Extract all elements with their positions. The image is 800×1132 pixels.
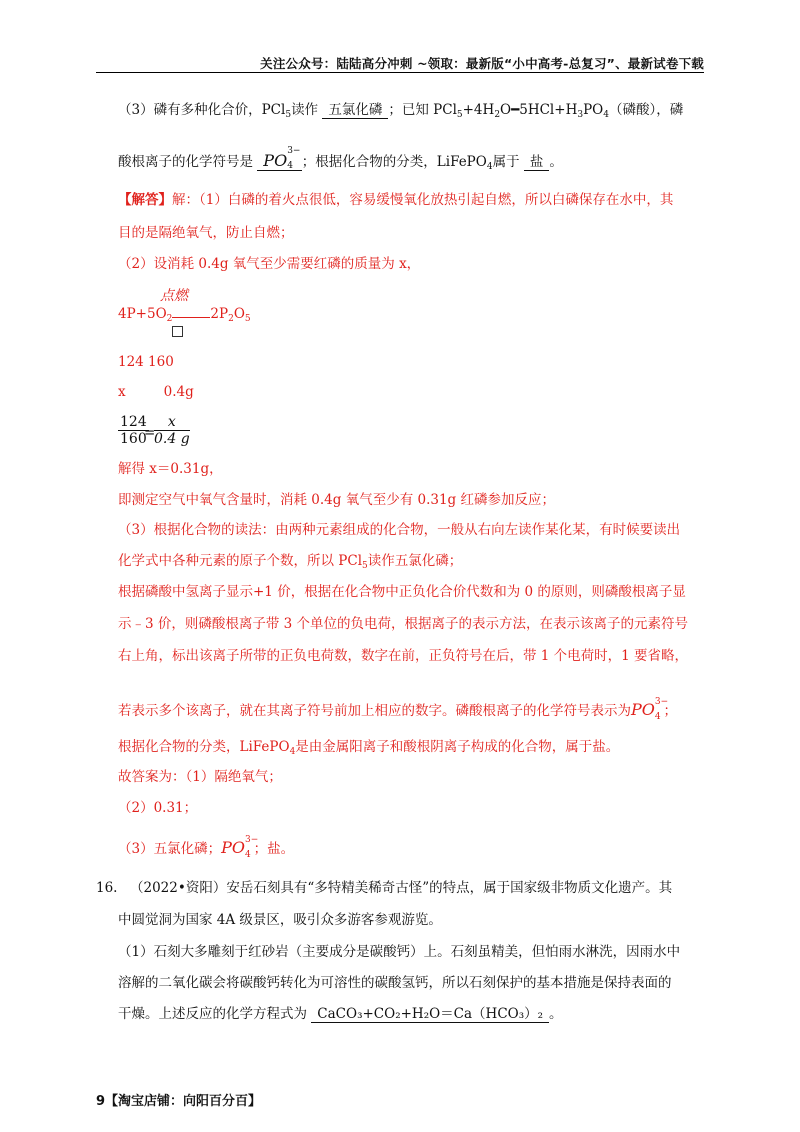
answer-p2: （2）设消耗 0.4g 氧气至少需要红磷的质量为 x，: [118, 256, 421, 272]
mass-ratio-line2: x 0.4g: [118, 384, 194, 400]
answer-p3a: （3）根据化合物的读法：由两种元素组成的化合物，一般从右向左读作某化某，有时候要读出: [118, 522, 681, 538]
header-rule: [96, 72, 704, 73]
ratio-fraction-right: $\frac{x}{0.4 g}$: [154, 414, 190, 447]
page-header: 关注公众号：陆陆高分冲刺 ~领取：最新版“小中高考-总复习”、最新试卷下载: [260, 56, 704, 71]
phosphate-ion: PO 3− 4: [631, 697, 669, 722]
equation-checkbox-icon: [172, 322, 183, 341]
page-footer: 9【淘宝店铺：向阳百分百】: [96, 1094, 262, 1109]
answer-conclusion: 即测定空气中氧气含量时，消耗 0.4g 氧气至少有 0.31g 红磷参加反应；: [118, 492, 555, 508]
phosphate-ion: PO 3− 4: [263, 146, 301, 171]
reaction-equation: $4P+5O_2$ $2P_2O_5$: [118, 306, 251, 324]
q16-answer-blank: CaCO₃+CO₂+H₂O＝Ca（HCO₃）₂: [311, 1006, 549, 1023]
final-answer-3: （3）五氯化磷；PO 3− 4 ；盐。: [118, 835, 295, 860]
q3-answer-blank-1: 五氯化磷: [322, 102, 388, 119]
q16-line5: 干燥。上述反应的化学方程式为 CaCO₃+CO₂+H₂O＝Ca（HCO₃）₂ 。: [118, 1006, 563, 1022]
ratio-equals: =: [144, 425, 156, 441]
answer-p3d: 示﹣3 价，则磷酸根离子带 3 个单位的负电荷，根据离子的表示方法，在表示该离子的元素符号: [118, 616, 689, 632]
final-answer-2: （2）0.31；: [118, 800, 198, 816]
q16-number: 16.: [96, 880, 118, 896]
ratio-fraction-left: $\frac{124}{160}$: [120, 414, 147, 447]
phosphate-ion: PO 3− 4: [221, 835, 259, 860]
reaction-condition: 点燃: [160, 288, 188, 304]
q16-line4: 溶解的二氧化碳会将碳酸钙转化为可溶性的碳酸氢钙，所以石刻保护的基本措施是保持表面的: [118, 975, 672, 991]
answer-p1b: 目的是隔绝氧气，防止自燃；: [118, 225, 294, 241]
answer-p1: 【解答】解：（1）白磷的着火点很低，容易缓慢氧化放热引起自燃，所以白磷保存在水中，其: [118, 192, 674, 208]
final-answer-1: 故答案为：（1）隔绝氧气；: [118, 769, 282, 785]
q3-line2: 酸根离子的化学符号是 PO 3− 4 ；根据化合物的分类，LiFePO$_4$属于 盐 。: [118, 146, 563, 172]
q3-line1: （3）磷有多种化合价，PCl$_5$读作 五氯化磷 ；已知 $PCl_5+4H_2O━5HCl+H_3PO_4$（磷酸），磷: [118, 102, 684, 120]
q16-line3: （1）石刻大多雕刻于红砂岩（主要成分是碳酸钙）上。石刻虽精美，但怕雨水淋洗，因雨水中: [118, 944, 681, 960]
answer-p3e: 右上角，标出该离子所带的正负电荷数，数字在前，正负符号在后，带 1 个电荷时，1 要省略，: [118, 648, 689, 664]
answer-p3b: 化学式中各种元素的原子个数，所以 PCl$_5$读作五氯化磷；: [118, 553, 463, 571]
answer-p3c: 根据磷酸中氢离子显示+1 价，根据在化合物中正负化合价代数和为 0 的原则，则磷酸根离子显: [118, 584, 686, 600]
q3-answer-blank-3: 盐: [524, 154, 550, 171]
q3-answer-blank-2: [257, 146, 301, 171]
mass-ratio-line1: 124 160: [118, 354, 174, 370]
answer-solve: 解得 x＝0.31g，: [118, 461, 223, 477]
answer-p3g: 根据化合物的分类，LiFePO$_4$是由金属阳离子和酸根阴离子构成的化合物，属于盐。: [118, 739, 620, 757]
q16-line1: （2022•资阳）安岳石刻具有“多特精美稀奇古怪”的特点，属于国家级非物质文化遗产。其: [130, 880, 673, 896]
answer-p3f: 若表示多个该离子，就在其离子符号前加上相应的数字。磷酸根离子的化学符号表示为PO 3− 4 ；: [118, 697, 677, 722]
q16-line2: 中圆觉洞为国家 4A 级景区，吸引众多游客参观游览。: [118, 912, 442, 928]
